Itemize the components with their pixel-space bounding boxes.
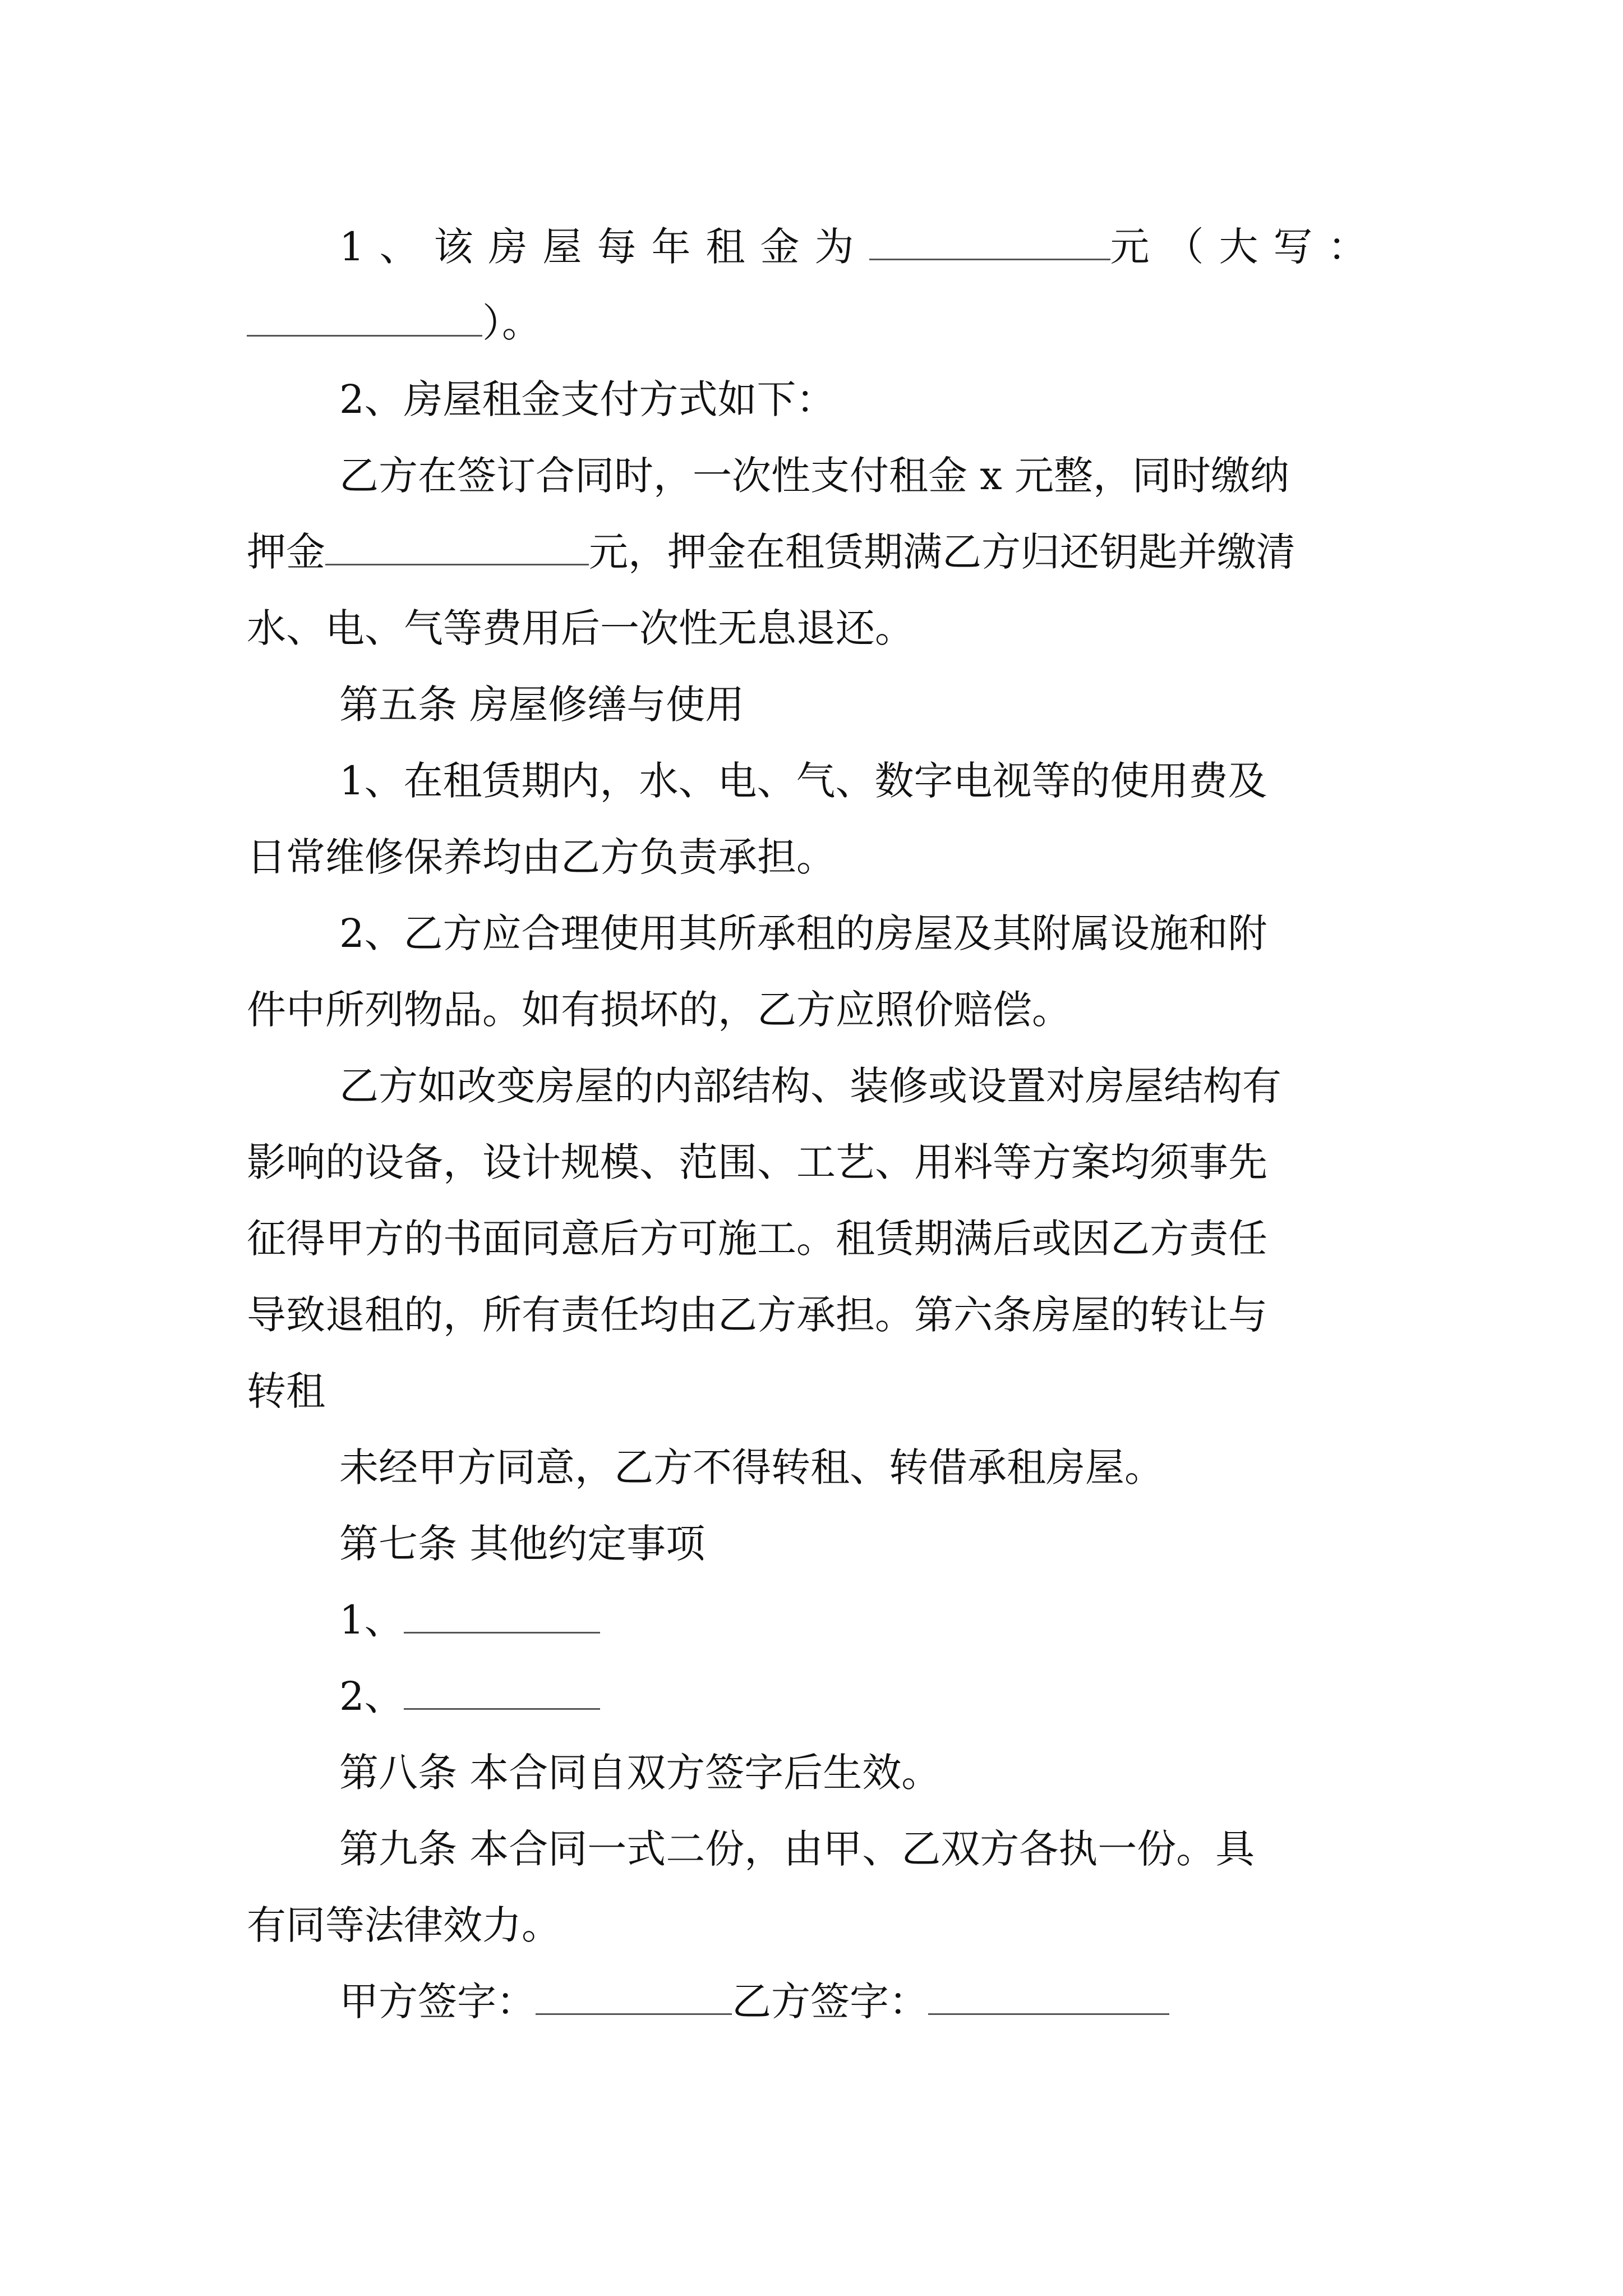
article-8: 第八条 本合同自双方签字后生效。 [339, 1750, 941, 1796]
article-5-item-1-line-1: 1、在租赁期内，水、电、气、数字电视等的使用费及 [339, 758, 1267, 804]
article-9-line-2: 有同等法律效力。 [247, 1902, 561, 1948]
rent-uppercase-blank [247, 297, 482, 337]
party-a-signature-blank [536, 1975, 732, 2015]
deposit-label: 押金 [247, 529, 325, 575]
rent-amount-uppercase-label: 元（大写： [1110, 224, 1382, 270]
rent-amount-blank [869, 220, 1110, 260]
party-b-signature-label: 乙方签字： [732, 1978, 928, 2024]
article-5-item-2-line-1: 2、乙方应合理使用其所承租的房屋及其附属设施和附 [339, 910, 1267, 956]
other-item-1-number: 1、 [339, 1597, 404, 1643]
other-item-1 [339, 1582, 600, 1658]
other-item-1-blank [404, 1594, 600, 1634]
deposit-blank [325, 526, 589, 565]
rent-uppercase-close: ）。 [482, 300, 541, 346]
deposit-refund-line: 水、电、气等费用后一次性无息退还。 [247, 605, 914, 651]
other-item-2-blank [404, 1670, 600, 1710]
alteration-line-2: 影响的设备，设计规模、范围、工艺、用料等方案均须事先 [247, 1139, 1267, 1185]
payment-method-heading: 2、房屋租金支付方式如下： [339, 376, 836, 422]
sublease-clause: 未经甲方同意，乙方不得转租、转借承租房屋。 [339, 1444, 1164, 1490]
deposit-line [247, 514, 1295, 590]
other-item-2-number: 2、 [339, 1673, 404, 1719]
party-a-signature-label: 甲方签字： [339, 1978, 536, 2024]
other-item-2 [339, 1658, 600, 1734]
article-5-item-2-line-2: 件中所列物品。如有损坏的，乙方应照价赔偿。 [247, 987, 1071, 1033]
alteration-line-3: 征得甲方的书面同意后方可施工。租赁期满后或因乙方责任 [247, 1216, 1267, 1262]
article-9-line-1: 第九条 本合同一式二份，由甲、乙双方各执一份。具 [339, 1826, 1255, 1872]
deposit-text: 元，押金在租赁期满乙方归还钥匙并缴清 [589, 529, 1295, 575]
party-b-signature-blank [928, 1975, 1169, 2015]
alteration-line-4: 导致退租的，所有责任均由乙方承担。第六条房屋的转让与 [247, 1292, 1267, 1338]
article-5-heading: 第五条 房屋修缮与使用 [339, 682, 745, 728]
rent-amount-text: 1、该房屋每年租金为 [339, 224, 869, 270]
rent-amount-line [339, 209, 1382, 285]
article-5-item-1-line-2: 日常维修保养均由乙方负责承担。 [247, 834, 836, 880]
article-7-heading: 第七条 其他约定事项 [339, 1521, 706, 1567]
alteration-line-5: 转租 [247, 1368, 325, 1414]
rent-uppercase-line [247, 285, 541, 361]
alteration-line-1: 乙方如改变房屋的内部结构、装修或设置对房屋结构有 [339, 1063, 1281, 1109]
payment-line-1: 乙方在签订合同时，一次性支付租金 x 元整，同时缴纳 [339, 453, 1289, 499]
signature-line [339, 1963, 1169, 2040]
